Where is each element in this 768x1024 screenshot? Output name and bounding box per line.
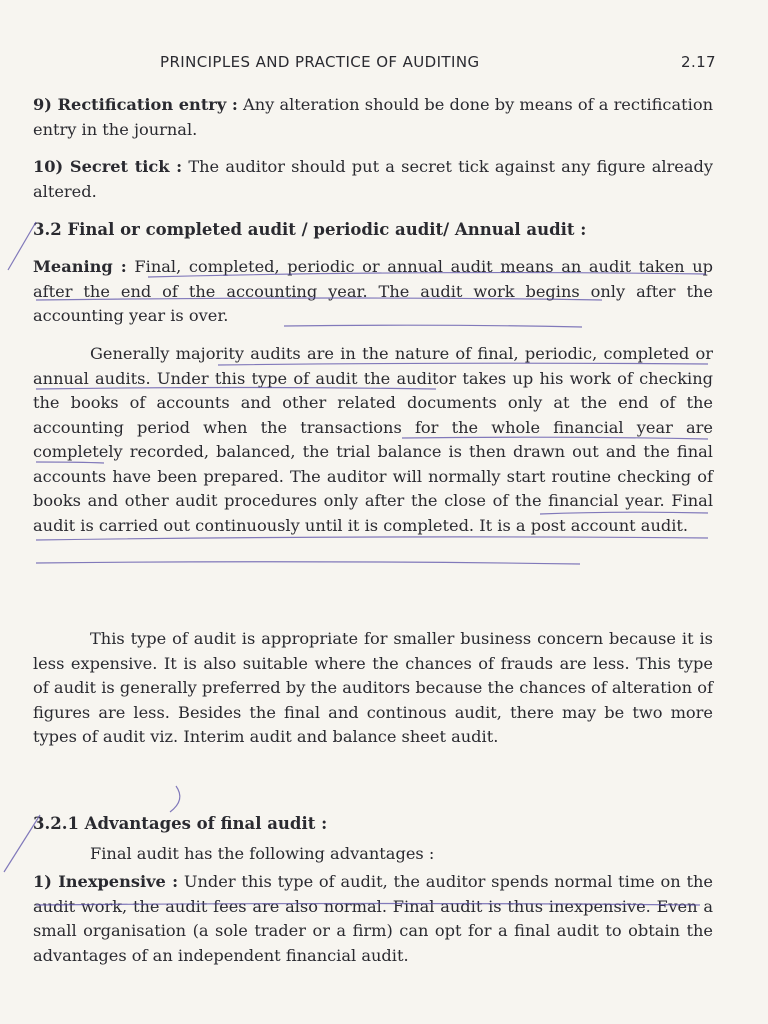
rectification-entry-text: Any alteration should be done by means of a rectification entry in the journal. [33, 95, 714, 139]
book-title: PRINCIPLES AND PRACTICE OF AUDITING [160, 53, 480, 71]
final-audit-paragraph: Generally majority audits are in the nature of final, periodic, completed or annual audits. Under this type of audit the auditor takes up his work of checking the books of accounts and other related documents only at the end of the accounting period when the transactions for the whole financial year are completely recorded, balanced, the trial balance is then drawn out and the final accounts have been prepared. The auditor will normally start routine checking of books and other audit procedures only after the close of the financial year. Final audit is carried out continuously until it is completed. It is a post account audit. [33, 344, 713, 535]
meaning-label: Meaning : [33, 257, 127, 276]
inexpensive-label: 1) Inexpensive : [33, 872, 179, 891]
rectification-entry-paragraph [33, 93, 713, 142]
section-3-2-heading: 3.2 Final or completed audit / periodic audit/ Annual audit : [33, 220, 587, 239]
appropriateness-paragraph: This type of audit is appropriate for smaller business concern because it is less expensive. It is also suitable where the chances of frauds are less. This type of audit is generally preferred by the auditors because the chances of alteration of figures are less. Besides the final and continous audit, there may be two more types of audit viz. Interim audit and balance sheet audit. [33, 629, 713, 746]
page-number: 2.17 [681, 53, 716, 71]
section-3-2-1-heading: 3.2.1 Advantages of final audit : [33, 814, 328, 833]
inexpensive-paragraph [33, 870, 713, 968]
bracket-mark [170, 786, 180, 812]
margin-tick-mark [8, 222, 36, 270]
meaning-paragraph [33, 255, 713, 329]
secret-tick-text: The auditor should put a secret tick against any figure already altered. [33, 157, 714, 201]
inexpensive-text: Under this type of audit, the auditor spends normal time on the audit work, the audit fees are also normal. Final audit is thus inexpensive. Even a small organisation (a sole trader or a firm) can opt for a final audit to obtain the advantages of an independent financial audit. [33, 872, 713, 965]
advantages-intro: Final audit has the following advantages : [90, 844, 435, 863]
rectification-entry-label: 9) Rectification entry : [33, 95, 238, 114]
secret-tick-label: 10) Secret tick : [33, 157, 183, 176]
underline-mark [36, 562, 580, 564]
secret-tick-paragraph [33, 155, 713, 204]
meaning-text: Final, completed, periodic or annual audit means an audit taken up after the end of the accounting year. The audit work begins only after the accounting year is over. [33, 257, 713, 325]
